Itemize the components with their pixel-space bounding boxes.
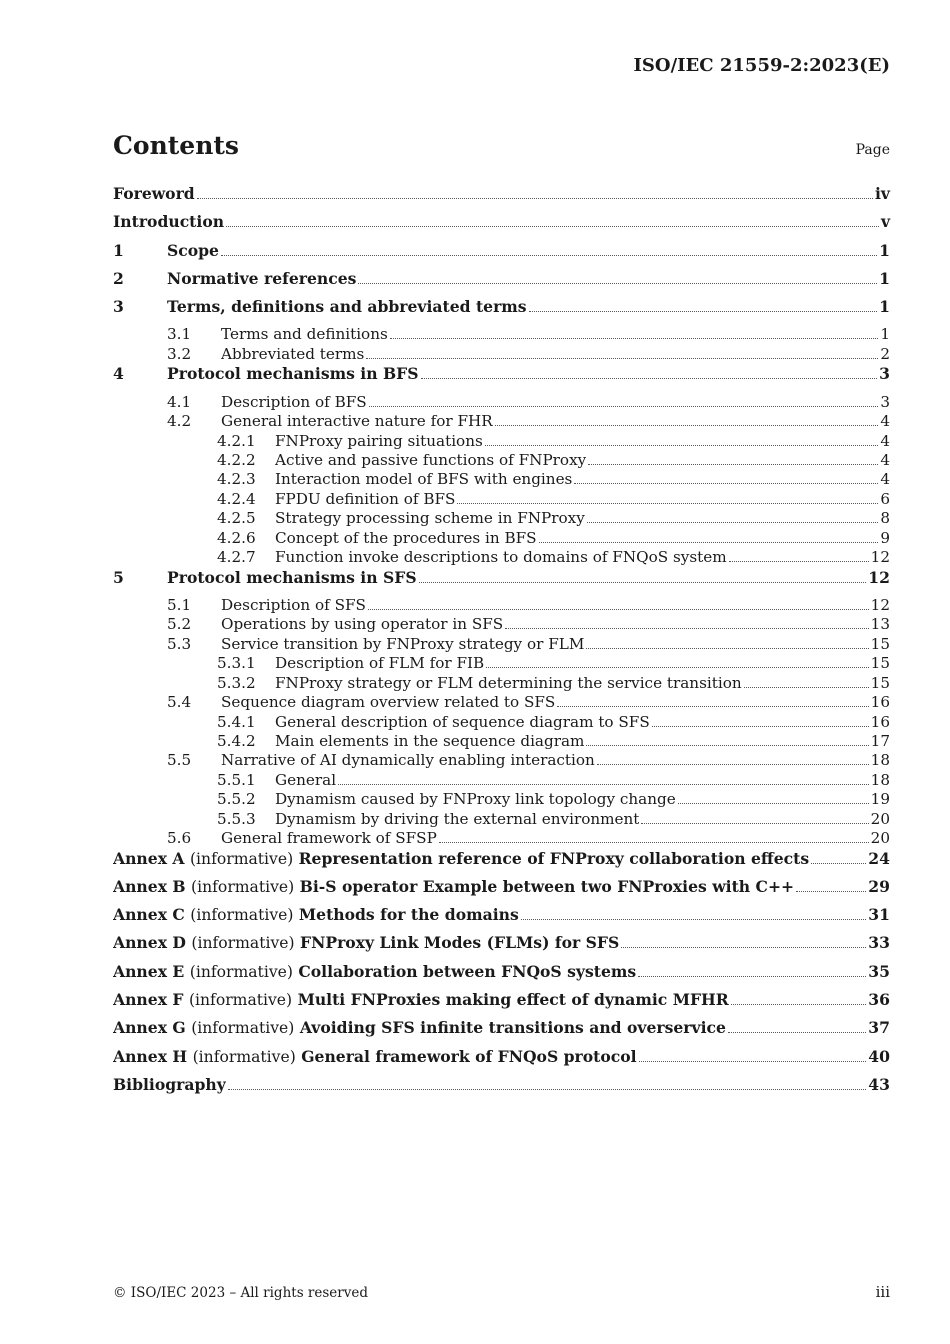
- dot-leader: [744, 687, 869, 688]
- dot-leader: [358, 283, 877, 284]
- toc-entry-number: 3.2: [167, 344, 192, 363]
- dot-leader: [338, 784, 869, 785]
- contents-title: Contents: [113, 131, 240, 160]
- toc-entry[interactable]: [113, 990, 890, 1018]
- dot-leader: [369, 406, 879, 407]
- toc-entry-page: 40: [868, 1046, 890, 1066]
- toc-entry-page: 29: [868, 876, 890, 896]
- toc-entry[interactable]: [113, 548, 890, 567]
- toc-entry[interactable]: [113, 962, 890, 990]
- toc-entry[interactable]: [113, 751, 890, 770]
- toc-entry-page: 31: [868, 905, 890, 925]
- toc-entry-page: 9: [880, 528, 890, 547]
- dot-leader: [652, 726, 869, 727]
- toc-entry-number: 4.2.6: [217, 528, 256, 547]
- toc-entry-page: 3: [879, 364, 890, 384]
- toc-entry[interactable]: [113, 269, 890, 297]
- toc-entry-title: Concept of the procedures in BFS: [275, 528, 537, 547]
- dot-leader: [638, 976, 866, 977]
- toc-entry[interactable]: [113, 529, 890, 548]
- toc-entry[interactable]: [113, 732, 890, 751]
- toc-entry-number: 4.2: [167, 412, 192, 431]
- toc-entry-number: 3: [113, 297, 124, 317]
- toc-entry-title: [113, 849, 809, 868]
- toc-entry-title: General framework of SFSP: [221, 829, 437, 848]
- dot-leader: [678, 803, 869, 804]
- toc-entry[interactable]: [113, 1018, 890, 1046]
- dot-leader: [529, 311, 878, 312]
- toc-entry[interactable]: [113, 364, 890, 392]
- toc-entry-title: Scope: [167, 240, 219, 260]
- annex-title: Collaboration between FNQoS systems: [298, 961, 637, 981]
- dot-leader: [421, 378, 878, 379]
- toc-entry-page: 12: [870, 548, 890, 567]
- toc-entry-title: [113, 1047, 637, 1066]
- toc-entry-title: Function invoke descriptions to domains of FNQoS system: [275, 548, 727, 567]
- page-number: iii: [875, 1283, 890, 1301]
- toc-entry[interactable]: [113, 241, 890, 269]
- toc-entry[interactable]: [113, 674, 890, 693]
- toc-entry-page: 15: [870, 673, 890, 692]
- toc-entry-page: 37: [868, 1018, 890, 1038]
- toc-entry-number: 1: [113, 240, 124, 260]
- toc-entry-title: General: [275, 770, 337, 789]
- toc-entry-number: 4.2.4: [217, 489, 256, 508]
- dot-leader: [366, 358, 878, 359]
- toc-entry-number: 5.5.1: [217, 770, 256, 789]
- toc-entry-page: 16: [870, 693, 890, 712]
- toc-entry-number: 5.5.2: [217, 790, 256, 809]
- toc-entry-page: 4: [880, 431, 890, 450]
- annex-title: Avoiding SFS infinite transitions and overservice: [299, 1018, 726, 1038]
- toc-entry-page: 13: [870, 615, 890, 634]
- annex-informative-label: (informative): [191, 877, 295, 896]
- toc-entry-title: Service transition by FNProxy strategy or FLM: [221, 634, 585, 653]
- toc-entry-number: 2: [113, 268, 124, 288]
- annex-label: Annex G: [113, 1018, 186, 1038]
- dot-leader: [641, 823, 868, 824]
- toc-entry-page: 36: [868, 990, 890, 1010]
- toc-entry-number: 5.5.3: [217, 809, 256, 828]
- toc-entry[interactable]: [113, 635, 890, 654]
- toc-entry-number: 5.5: [167, 751, 192, 770]
- toc-entry[interactable]: [113, 596, 890, 615]
- toc-entry-number: 5.1: [167, 595, 192, 614]
- toc-entry-number: 4.2.2: [217, 450, 256, 469]
- toc-entry-page: 2: [880, 344, 890, 363]
- toc-entry-page: 4: [880, 470, 890, 489]
- toc-entry[interactable]: [113, 615, 890, 634]
- toc-entry[interactable]: [113, 393, 890, 412]
- toc-entry-number: 5.4: [167, 693, 192, 712]
- dot-leader: [731, 1004, 867, 1005]
- toc-entry-page: 20: [870, 829, 890, 848]
- dot-leader: [505, 628, 868, 629]
- dot-leader: [597, 764, 869, 765]
- toc-entry-title: FPDU definition of BFS: [275, 489, 456, 508]
- toc-entry-page: 15: [870, 634, 890, 653]
- dot-leader: [485, 445, 879, 446]
- toc-entry-page: 4: [880, 450, 890, 469]
- dot-leader: [729, 561, 869, 562]
- dot-leader: [586, 648, 868, 649]
- annex-title: Multi FNProxies making effect of dynamic MFHR: [297, 990, 729, 1010]
- toc-entry-title: Description of BFS: [221, 392, 367, 411]
- dot-leader: [390, 338, 879, 339]
- toc-entry[interactable]: [113, 771, 890, 790]
- annex-label: Annex E: [113, 961, 185, 981]
- dot-leader: [486, 667, 869, 668]
- toc-entry[interactable]: [113, 713, 890, 732]
- toc-entry-title: Bibliography: [113, 1074, 226, 1094]
- dot-leader: [587, 522, 879, 523]
- toc-entry[interactable]: [113, 470, 890, 489]
- dot-leader: [588, 464, 878, 465]
- toc-entry-title: [113, 905, 519, 924]
- toc-entry-page: 19: [870, 790, 890, 809]
- dot-leader: [539, 542, 879, 543]
- toc-entry-number: 4.2.5: [217, 509, 256, 528]
- toc-entry-title: Introduction: [113, 212, 225, 232]
- toc-entry-page: 1: [879, 268, 890, 288]
- toc-entry-number: 5.3: [167, 634, 192, 653]
- toc-entry-page: 4: [880, 412, 890, 431]
- annex-informative-label: (informative): [191, 1019, 295, 1038]
- toc-entry[interactable]: [113, 1075, 890, 1103]
- toc-entry-title: Description of SFS: [221, 595, 366, 614]
- toc-entry-page: 8: [880, 509, 890, 528]
- dot-leader: [221, 255, 877, 256]
- toc-entry[interactable]: [113, 849, 890, 877]
- toc-entry-page: 18: [870, 751, 890, 770]
- toc-entry-title: [113, 877, 794, 896]
- toc-entry-page: 18: [870, 770, 890, 789]
- toc-entry-page: 17: [870, 731, 890, 750]
- toc-entry[interactable]: [113, 509, 890, 528]
- toc-entry-title: Operations by using operator in SFS: [221, 615, 504, 634]
- toc-entry-number: 5.3.2: [217, 673, 256, 692]
- toc-entry-number: 3.1: [167, 325, 192, 344]
- toc-entry-title: Active and passive functions of FNProxy: [275, 450, 587, 469]
- toc-entry-number: 5: [113, 567, 124, 587]
- toc-entry-title: Terms and definitions: [221, 325, 388, 344]
- dot-leader: [521, 919, 867, 920]
- toc-entry-title: Dynamism caused by FNProxy link topology change: [275, 790, 676, 809]
- toc-entry[interactable]: [113, 345, 890, 364]
- toc-entry-title: Sequence diagram overview related to SFS: [221, 693, 556, 712]
- toc-entry-title: Normative references: [167, 268, 357, 288]
- toc-entry-page: 12: [870, 595, 890, 614]
- toc-entry-title: Foreword: [113, 184, 195, 203]
- annex-informative-label: (informative): [189, 962, 293, 981]
- toc-entry-title: [113, 990, 729, 1009]
- dot-leader: [811, 863, 866, 864]
- toc-entry-number: 4.2.7: [217, 548, 256, 567]
- annex-title: FNProxy Link Modes (FLMs) for SFS: [300, 933, 620, 953]
- toc-entry[interactable]: [113, 877, 890, 905]
- dot-leader: [639, 1061, 867, 1062]
- table-of-contents: [113, 184, 890, 1103]
- toc-entry-number: 5.3.1: [217, 654, 256, 673]
- toc-entry-title: Protocol mechanisms in SFS: [167, 567, 417, 587]
- toc-entry-title: [113, 1018, 726, 1037]
- dot-leader: [457, 503, 878, 504]
- dot-leader: [728, 1032, 866, 1033]
- toc-entry[interactable]: [113, 905, 890, 933]
- toc-entry[interactable]: [113, 654, 890, 673]
- toc-entry[interactable]: [113, 325, 890, 344]
- toc-entry[interactable]: [113, 451, 890, 470]
- annex-title: Bi-S operator Example between two FNProxies with C++: [299, 876, 795, 896]
- annex-title: Methods for the domains: [298, 905, 519, 925]
- page-column-label: Page: [855, 142, 890, 158]
- annex-label: Annex B: [113, 876, 186, 896]
- toc-entry[interactable]: [113, 933, 890, 961]
- toc-entry-page: 12: [868, 567, 890, 587]
- annex-informative-label: (informative): [190, 906, 294, 925]
- toc-entry[interactable]: [113, 212, 890, 240]
- annex-informative-label: (informative): [188, 991, 293, 1010]
- dot-leader: [586, 745, 868, 746]
- annex-label: Annex F: [113, 990, 184, 1010]
- toc-entry-title: Narrative of AI dynamically enabling interaction: [221, 751, 595, 770]
- toc-entry-page: 35: [868, 961, 890, 981]
- toc-entry-page: 1: [879, 240, 890, 260]
- copyright-notice: © ISO/IEC 2023 – All rights reserved: [113, 1285, 368, 1301]
- toc-entry-page: 6: [880, 489, 890, 508]
- toc-entry-title: [113, 962, 636, 981]
- annex-label: Annex C: [113, 905, 185, 925]
- toc-entry-page: iv: [875, 184, 890, 203]
- toc-entry[interactable]: [113, 693, 890, 712]
- toc-entry-title: General description of sequence diagram to SFS: [275, 712, 650, 731]
- toc-entry-number: 5.2: [167, 615, 192, 634]
- dot-leader: [419, 582, 867, 583]
- annex-label: Annex A: [113, 848, 185, 868]
- toc-entry-title: Description of FLM for FIB: [275, 654, 485, 673]
- toc-entry-number: 4.2.3: [217, 470, 256, 489]
- toc-entry[interactable]: [113, 297, 890, 325]
- toc-entry[interactable]: [113, 1047, 890, 1075]
- dot-leader: [796, 891, 866, 892]
- toc-entry-page: 3: [880, 392, 890, 411]
- toc-entry-page: 43: [868, 1074, 890, 1094]
- toc-entry-page: 1: [879, 297, 890, 317]
- toc-entry-page: 20: [870, 809, 890, 828]
- annex-label: Annex H: [113, 1046, 188, 1066]
- toc-entry-number: 4.1: [167, 392, 192, 411]
- toc-entry-title: Protocol mechanisms in BFS: [167, 364, 419, 384]
- annex-label: Annex D: [113, 933, 186, 953]
- toc-entry-title: Abbreviated terms: [221, 344, 365, 363]
- annex-title: Representation reference of FNProxy collaboration effects: [298, 848, 810, 868]
- dot-leader: [439, 842, 869, 843]
- toc-entry[interactable]: [113, 412, 890, 431]
- toc-entry[interactable]: [113, 184, 890, 212]
- annex-title: General framework of FNQoS protocol: [301, 1046, 637, 1066]
- dot-leader: [495, 425, 879, 426]
- toc-entry[interactable]: [113, 829, 890, 848]
- toc-entry-page: 1: [880, 325, 890, 344]
- dot-leader: [197, 198, 873, 199]
- toc-entry[interactable]: [113, 790, 890, 809]
- dot-leader: [228, 1089, 867, 1090]
- toc-entry[interactable]: [113, 490, 890, 509]
- dot-leader: [368, 609, 869, 610]
- toc-entry[interactable]: [113, 568, 890, 596]
- toc-entry-page: 15: [870, 654, 890, 673]
- toc-entry-page: v: [880, 212, 890, 232]
- toc-entry[interactable]: [113, 810, 890, 829]
- toc-entry-title: Main elements in the sequence diagram: [275, 731, 585, 750]
- toc-entry[interactable]: [113, 432, 890, 451]
- annex-informative-label: (informative): [192, 1047, 296, 1066]
- toc-entry-title: FNProxy strategy or FLM determining the service transition: [275, 673, 742, 692]
- toc-entry-title: Interaction model of BFS with engines: [275, 470, 573, 489]
- toc-entry-page: 33: [868, 933, 890, 953]
- dot-leader: [226, 226, 879, 227]
- toc-entry-title: FNProxy pairing situations: [275, 431, 483, 450]
- toc-entry-title: General interactive nature for FHR: [221, 412, 493, 431]
- toc-entry-page: 16: [870, 712, 890, 731]
- dot-leader: [621, 947, 866, 948]
- annex-informative-label: (informative): [189, 849, 294, 868]
- dot-leader: [557, 706, 868, 707]
- toc-entry-number: 4.2.1: [217, 431, 256, 450]
- toc-entry-page: 24: [868, 848, 890, 868]
- toc-entry-number: 5.4.2: [217, 731, 256, 750]
- toc-entry-number: 5.6: [167, 829, 192, 848]
- toc-entry-title: [113, 933, 619, 952]
- toc-entry-number: 4: [113, 364, 124, 384]
- toc-entry-title: Terms, definitions and abbreviated terms: [167, 297, 527, 317]
- document-id: ISO/IEC 21559-2:2023(E): [633, 55, 890, 76]
- dot-leader: [574, 483, 878, 484]
- toc-entry-title: Strategy processing scheme in FNProxy: [275, 509, 585, 528]
- annex-informative-label: (informative): [191, 934, 295, 953]
- toc-entry-number: 5.4.1: [217, 712, 256, 731]
- toc-entry-title: Dynamism by driving the external environment: [275, 809, 640, 828]
